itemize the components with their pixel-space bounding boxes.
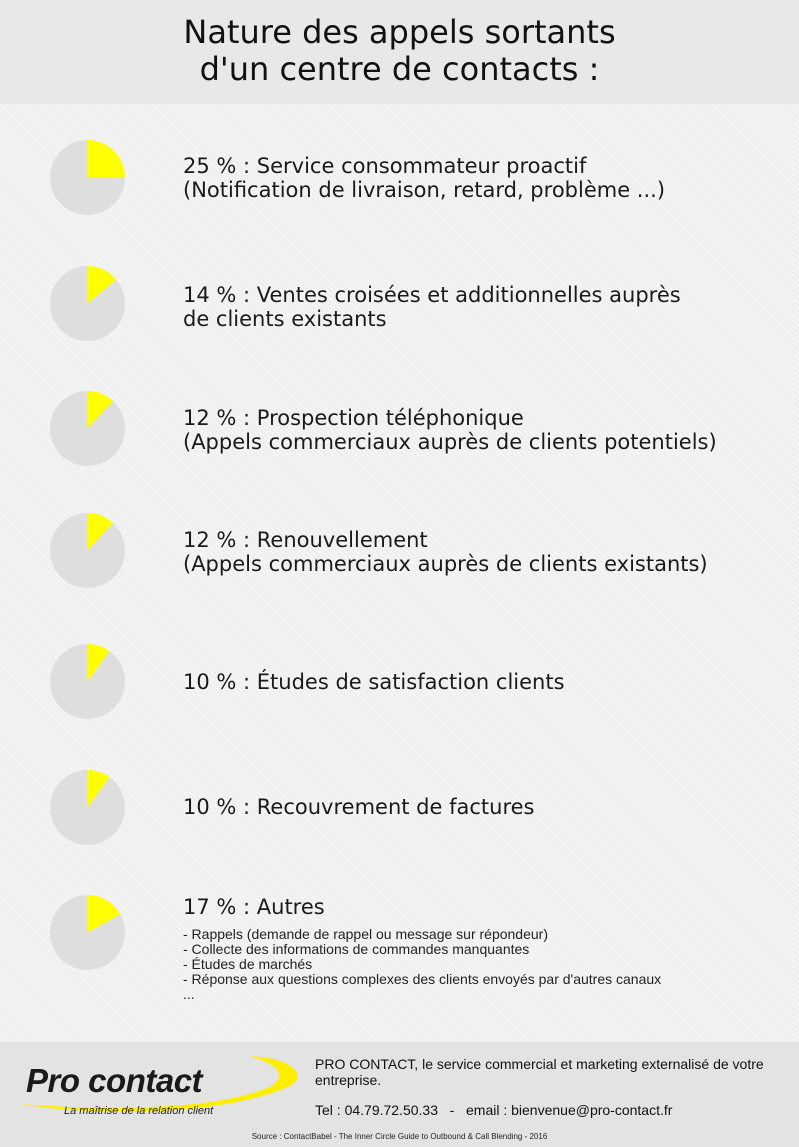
item-line: 10 % : Études de satisfaction clients (183, 670, 565, 694)
item-line: 12 % : Renouvellement (183, 528, 428, 552)
item-line: 10 % : Recouvrement de factures (183, 795, 535, 819)
phone-number: Tel : 04.79.72.50.33 (315, 1102, 438, 1118)
contact-separator: - (438, 1102, 466, 1118)
pie-slice (88, 140, 126, 178)
detail-line: ... (183, 986, 195, 1002)
item-line: 14 % : Ventes croisées et additionnelles auprès (183, 283, 681, 307)
autres-details (183, 927, 661, 1002)
pie-chart (50, 391, 125, 466)
contact-info (315, 1102, 672, 1118)
item-label (183, 795, 534, 819)
item-label (183, 283, 681, 331)
item-label (183, 406, 717, 454)
title-line-2: d'un centre de contacts : (199, 50, 600, 88)
item-line: 25 % : Service consommateur proactif (183, 154, 587, 178)
pie-chart (50, 266, 125, 341)
item-label (183, 154, 665, 202)
item-label (183, 670, 565, 694)
source-note: Source : ContactBabel - The Inner Circle Guide to Outbound & Call Blending - 2016 (251, 1132, 548, 1141)
page-title (0, 14, 799, 88)
pie-chart (50, 513, 125, 588)
item-line: (Notification de livraison, retard, problème ...) (183, 178, 666, 202)
item-label (183, 528, 708, 576)
email-address: email : bienvenue@pro-contact.fr (466, 1102, 673, 1118)
pro-contact-logo (14, 1052, 304, 1122)
company-description: PRO CONTACT, le service commercial et marketing externalisé de votre entreprise. (315, 1056, 764, 1088)
logo-tagline: La maîtrise de la relation client (64, 1105, 214, 1117)
logo-name: Pro contact (26, 1062, 203, 1099)
pie-chart (50, 895, 125, 970)
item-line: (Appels commerciaux auprès de clients potentiels) (183, 430, 717, 454)
detail-line: - Réponse aux questions complexes des clients envoyés par d'autres canaux (183, 971, 662, 987)
title-line-1: Nature des appels sortants (183, 13, 616, 51)
detail-line: - Études de marchés (183, 956, 313, 972)
detail-line: - Rappels (demande de rappel ou message sur répondeur) (183, 926, 548, 942)
item-line: 12 % : Prospection téléphonique (183, 406, 524, 430)
pie-chart (50, 770, 125, 845)
item-line: 17 % : Autres (183, 895, 325, 919)
pie-chart (50, 140, 125, 215)
detail-line: - Collecte des informations de commandes manquantes (183, 941, 530, 957)
item-line: (Appels commerciaux auprès de clients existants) (183, 552, 708, 576)
pie-chart (50, 644, 125, 719)
item-label (183, 895, 325, 919)
item-line: de clients existants (183, 307, 387, 331)
